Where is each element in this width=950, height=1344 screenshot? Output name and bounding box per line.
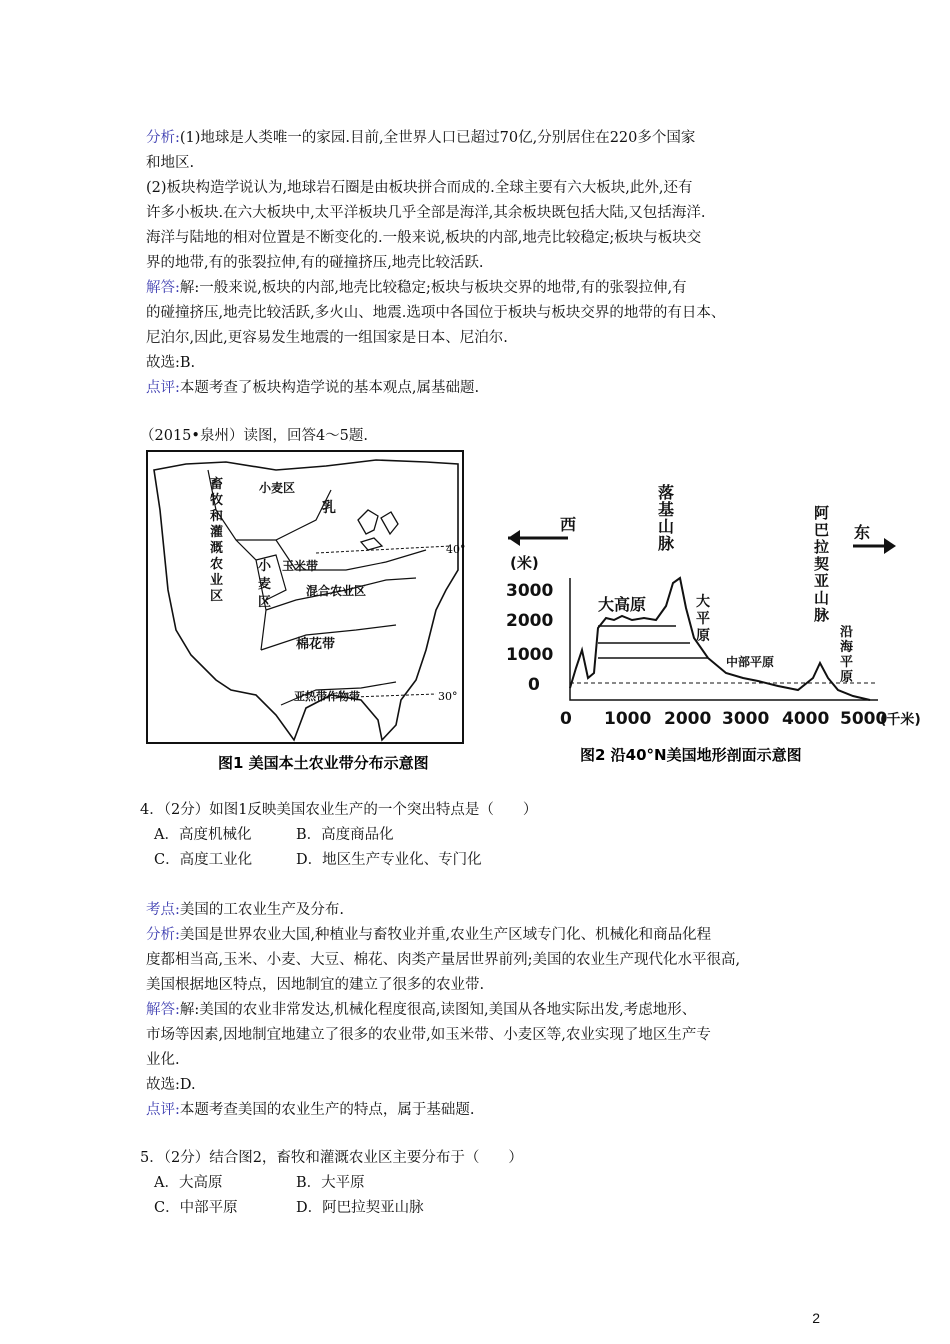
cotton-belt-label: 棉花带 [296, 637, 336, 652]
vertical-label-char: 和 [210, 509, 224, 524]
vertical-label-char: 灌 [210, 525, 224, 540]
figure-2-profile [498, 478, 928, 778]
q4-stem: 4．（2分）如图1反映美国农业生产的一个突出特点是（ ） [140, 802, 538, 818]
answer-line: 业化. [146, 1052, 180, 1068]
figure-2-caption: 图2 沿40°N美国地形剖面示意图 [580, 746, 802, 764]
analysis-block-1 [146, 126, 826, 276]
vertical-label-char: 溉 [210, 541, 224, 556]
analysis-line: 界的地带,有的张裂拉伸,有的碰撞挤压,地壳比较活跃. [146, 255, 484, 271]
comment-text: 本题考查了板块构造学说的基本观点,属基础题. [179, 380, 480, 396]
x-tick-label: 5000 [840, 709, 888, 729]
vertical-label-char: 亚 [814, 572, 830, 590]
answer-label: 解答: [146, 1002, 180, 1018]
answer-line: 尼泊尔,因此,更容易发生地震的一组国家是日本、尼泊尔. [146, 330, 508, 346]
vertical-label-char: 海 [840, 640, 854, 655]
vertical-label-char: 农 [210, 557, 224, 572]
vertical-label-char: 沿 [840, 625, 854, 640]
rockies-label [658, 483, 675, 553]
analysis-label: 分析: [146, 130, 180, 146]
choice-line: 故选:D. [146, 1077, 196, 1093]
lat40-label: 40° [446, 543, 466, 556]
q4-option-d[interactable]: D．地区生产专业化、专门化 [296, 852, 482, 868]
analysis-line: 许多小板块.在六大板块中,太平洋板块几乎全部是海洋,其余板块既包括大陆,又包括海洋. [146, 205, 706, 221]
x-unit-label: (千米) [880, 712, 921, 728]
q4-option-b[interactable]: B．高度商品化 [296, 827, 394, 843]
x-tick-label: 4000 [782, 709, 830, 729]
answer-line: 市场等因素,因地制宜地建立了很多的农业带,如玉米带、小麦区等,农业实现了地区生产专 [146, 1027, 711, 1043]
analysis-line: 美国根据地区特点，因地制宜的建立了很多的农业带. [146, 977, 485, 993]
q5-option-d[interactable]: D．阿巴拉契亚山脉 [296, 1200, 424, 1216]
intro-text: （2015•泉州）读图，回答4～5题. [140, 428, 369, 444]
wheat-region-label-1: 小麦区 [259, 481, 296, 495]
vertical-label-char: 巴 [814, 521, 830, 539]
answer-label: 解答: [146, 280, 180, 296]
choice-line: 故选:B. [146, 355, 196, 371]
y-tick-label: 0 [528, 675, 540, 695]
central-plain-label: 中部平原 [726, 655, 775, 669]
kaodian-label: 考点: [146, 902, 180, 918]
x-tick-label: 1000 [604, 709, 652, 729]
comment-text: 本题考查美国的农业生产的特点，属于基础题. [179, 1102, 475, 1118]
y-tick-label: 2000 [506, 611, 554, 631]
appalachian-label [814, 504, 830, 624]
analysis-line: 美国是世界农业大国,种植业与畜牧业并重,农业生产区域专门化、机械化和商品化程 [179, 927, 712, 943]
vertical-label-char: 牧 [210, 493, 224, 508]
vertical-label-char: 畜 [210, 477, 224, 492]
mixed-farming-label: 混合农业区 [306, 584, 367, 598]
x-tick-label: 2000 [664, 709, 712, 729]
great-plains-label [696, 593, 710, 644]
analysis-line: 度都相当高,玉米、小麦、大豆、棉花、肉类产量居世界前列;美国的农业生产现代化水平很高, [146, 952, 741, 968]
analysis-line: 和地区. [146, 155, 195, 171]
east-label: 东 [854, 523, 871, 542]
figure-1-map [146, 450, 466, 780]
vertical-label-char: 业 [210, 573, 224, 588]
vertical-label-char: 平 [840, 655, 854, 670]
y-tick-label: 3000 [506, 581, 554, 601]
question-5 [140, 1146, 820, 1221]
answer-line: 解:美国的农业非常发达,机械化程度很高,读图知,美国从各地实际出发,考虑地形、 [179, 1002, 697, 1018]
analysis-line: 海洋与陆地的相对位置是不断变化的.一般来说,板块的内部,地壳比较稳定;板块与板块交 [146, 230, 702, 246]
q4-option-a[interactable]: A．高度机械化 [154, 827, 252, 843]
x-tick-label: 3000 [722, 709, 770, 729]
q5-option-b[interactable]: B．大平原 [296, 1175, 365, 1191]
kaodian-text: 美国的工农业生产及分布. [179, 902, 344, 918]
answer-line: 解:一般来说,板块的内部,地壳比较稳定;板块与板块交界的地带,有的张裂拉伸,有 [179, 280, 687, 296]
vertical-label-char: 脉 [814, 606, 830, 624]
vertical-label-char: 原 [840, 670, 854, 685]
vertical-label-char: 区 [210, 589, 224, 604]
vertical-label-char: 山 [658, 517, 675, 536]
analysis-label: 分析: [146, 927, 180, 943]
vertical-label-char: 阿 [814, 504, 830, 522]
vertical-label-char: 基 [658, 500, 675, 519]
coastal-plain-label [840, 625, 854, 685]
analysis-line: (1)地球是人类唯一的家园.目前,全世界人口已超过70亿,分别居住在220多个国家 [179, 130, 696, 146]
page-number: 2 [812, 1310, 820, 1326]
lat30-label: 30° [438, 690, 458, 703]
vertical-label-char: 小 [258, 559, 272, 574]
y-unit-label: (米) [510, 554, 539, 572]
comment-label: 点评: [146, 1102, 180, 1118]
question-4 [140, 798, 820, 873]
solution-block-2 [146, 898, 826, 1123]
analysis-line: (2)板块构造学说认为,地球岩石圈是由板块拼合而成的.全球主要有六大板块,此外,还有 [146, 180, 693, 196]
y-tick-label: 1000 [506, 645, 554, 665]
q5-option-a[interactable]: A．大高原 [154, 1175, 223, 1191]
vertical-label-char: 脉 [658, 534, 675, 553]
answer-block-1 [146, 276, 826, 401]
vertical-label-char: 拉 [814, 538, 830, 556]
q4-option-c[interactable]: C．高度工业化 [154, 852, 253, 868]
vertical-label-char: 原 [696, 628, 710, 644]
vertical-label-char: 区 [258, 595, 272, 610]
answer-line: 的碰撞挤压,地壳比较活跃,多火山、地震.选项中各国位于板块与板块交界的地带的有日本、 [146, 305, 726, 321]
great-basin-label: 大高原 [598, 595, 647, 614]
question-intro [140, 424, 820, 449]
vertical-label-char: 大 [696, 594, 710, 610]
vertical-label-char: 平 [696, 611, 710, 627]
west-label: 西 [560, 515, 577, 534]
vertical-label-char: 契 [814, 555, 830, 573]
corn-belt-label: 玉米带 [282, 559, 319, 573]
comment-label: 点评: [146, 380, 180, 396]
q5-stem: 5．（2分）结合图2，畜牧和灌溉农业区主要分布于（ ） [140, 1150, 523, 1166]
vertical-label-char: 落 [658, 483, 675, 502]
vertical-label-char: 山 [814, 589, 830, 607]
dairy-label: 乳 [322, 500, 336, 516]
q5-option-c[interactable]: C．中部平原 [154, 1200, 238, 1216]
figure-1-caption: 图1 美国本土农业带分布示意图 [218, 754, 429, 772]
wheat-region-label-2 [258, 559, 272, 610]
x-tick-label: 0 [560, 709, 572, 729]
vertical-label-char: 麦 [258, 577, 272, 592]
subtropical-label: 亚热带作物带 [294, 690, 360, 703]
